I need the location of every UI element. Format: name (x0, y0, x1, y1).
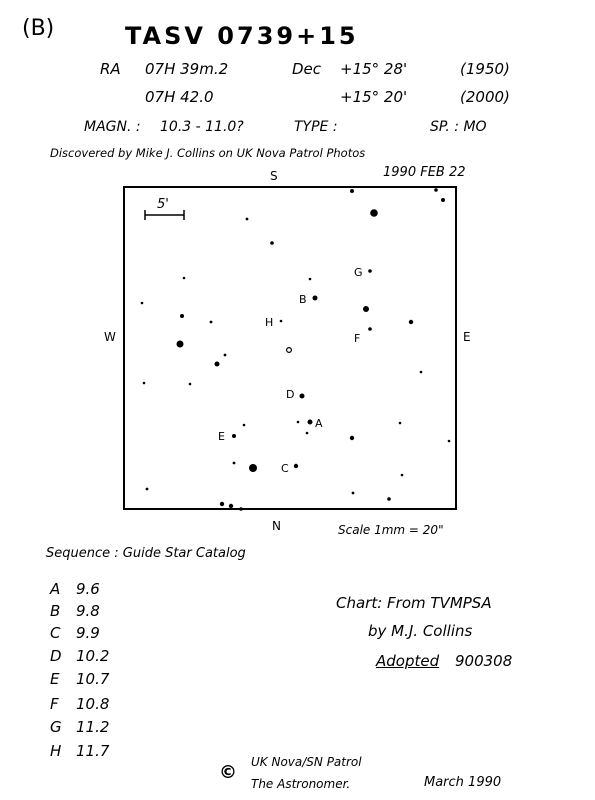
chart-source: Chart: From TVMPSA (336, 594, 492, 612)
ra-2000: 07H 42.0 (145, 88, 214, 106)
star-variable (287, 348, 292, 353)
star (220, 502, 224, 506)
magn-value: 10.3 - 11.0? (160, 119, 244, 135)
star (177, 341, 184, 348)
star (306, 432, 309, 435)
star-label-a: A (315, 417, 323, 430)
discovery-date: 1990 FEB 22 (383, 165, 466, 180)
magn-label: MAGN. : (84, 119, 141, 135)
sequence-row (50, 624, 100, 642)
star (270, 241, 274, 245)
spectral-type: SP. : MO (430, 119, 487, 135)
star (352, 492, 355, 495)
star (441, 198, 445, 202)
star (141, 302, 144, 305)
star (143, 382, 146, 385)
star (229, 504, 233, 508)
star (146, 488, 149, 491)
type-label: TYPE : (294, 119, 338, 135)
footer-patrol: UK Nova/SN Patrol (251, 755, 362, 769)
sequence-row (50, 580, 100, 598)
star (448, 440, 451, 443)
star (183, 277, 186, 280)
sequence-row (50, 695, 110, 713)
sequence-row (50, 670, 110, 688)
panel-label: (B) (22, 16, 55, 41)
sequence-star-label: G (50, 718, 62, 736)
sequence-star-label: B (50, 602, 61, 620)
star (387, 497, 391, 501)
dec-2000: +15° 20' (340, 88, 408, 106)
star (308, 420, 313, 425)
sequence-star-mag: 10.7 (76, 670, 110, 688)
sequence-row (50, 718, 110, 736)
sequence-star-mag: 11.7 (76, 742, 110, 760)
direction-west: W (104, 330, 116, 344)
star (280, 320, 283, 323)
star (210, 321, 213, 324)
star-label-d: D (286, 388, 295, 401)
sequence-star-mag: 9.9 (76, 624, 100, 642)
star (215, 362, 220, 367)
sequence-row (50, 647, 110, 665)
star (401, 474, 404, 477)
dec-1950: +15° 28' (340, 60, 408, 78)
sequence-star-label: D (50, 647, 62, 665)
direction-north: N (272, 519, 281, 533)
star (300, 394, 305, 399)
star (309, 278, 312, 281)
epoch-1950: (1950) (460, 60, 510, 78)
star (434, 188, 438, 192)
star (370, 209, 378, 217)
star (368, 327, 372, 331)
dec-label: Dec (292, 60, 322, 78)
star (313, 296, 318, 301)
scale-bar-label: 5' (157, 197, 169, 212)
sequence-row (50, 742, 110, 760)
sequence-star-mag: 9.6 (76, 580, 100, 598)
footer-publication: The Astronomer. (251, 777, 351, 791)
star (409, 320, 413, 324)
star-label-e: E (218, 430, 225, 443)
sequence-star-mag: 9.8 (76, 602, 100, 620)
direction-south: S (270, 169, 278, 183)
sequence-star-label: C (50, 624, 61, 642)
star (189, 383, 192, 386)
discovery-note: Discovered by Mike J. Collins on UK Nova Patrol Photos (50, 146, 366, 160)
footer-date: March 1990 (424, 775, 502, 790)
star (368, 269, 372, 273)
object-name: TASV 0739+15 (125, 22, 359, 50)
star (243, 424, 246, 427)
ra-1950: 07H 39m.2 (145, 60, 229, 78)
adopted-date: 900308 (455, 652, 513, 670)
sequence-star-mag: 11.2 (76, 718, 110, 736)
star (233, 462, 236, 465)
star (399, 422, 402, 425)
sequence-star-label: E (50, 670, 60, 688)
sequence-star-label: H (50, 742, 62, 760)
scale-note: Scale 1mm = 20" (338, 523, 444, 537)
star-label-h: H (265, 316, 274, 329)
star-label-f: F (354, 332, 361, 345)
star-label-c: C (281, 462, 289, 475)
adopted-label: Adopted (376, 652, 440, 670)
star-label-g: G (354, 266, 363, 279)
sequence-star-label: A (50, 580, 61, 598)
star (420, 371, 423, 374)
star (363, 306, 369, 312)
star (350, 436, 354, 440)
star-field (141, 188, 451, 511)
star (239, 507, 243, 511)
star (232, 434, 236, 438)
star (246, 218, 249, 221)
star (249, 464, 257, 472)
star (297, 421, 300, 424)
epoch-2000: (2000) (460, 88, 510, 106)
sequence-star-mag: 10.2 (76, 647, 110, 665)
star (294, 464, 298, 468)
copyright-icon: © (219, 762, 237, 783)
direction-east: E (463, 330, 471, 344)
chart-author: by M.J. Collins (368, 622, 473, 640)
sequence-title: Sequence : Guide Star Catalog (46, 546, 246, 561)
star (350, 189, 354, 193)
sequence-row (50, 602, 100, 620)
sequence-star-label: F (50, 695, 59, 713)
star (180, 314, 184, 318)
sequence-star-mag: 10.8 (76, 695, 110, 713)
star-label-b: B (299, 293, 307, 306)
ra-label: RA (100, 60, 121, 78)
star (224, 354, 227, 357)
